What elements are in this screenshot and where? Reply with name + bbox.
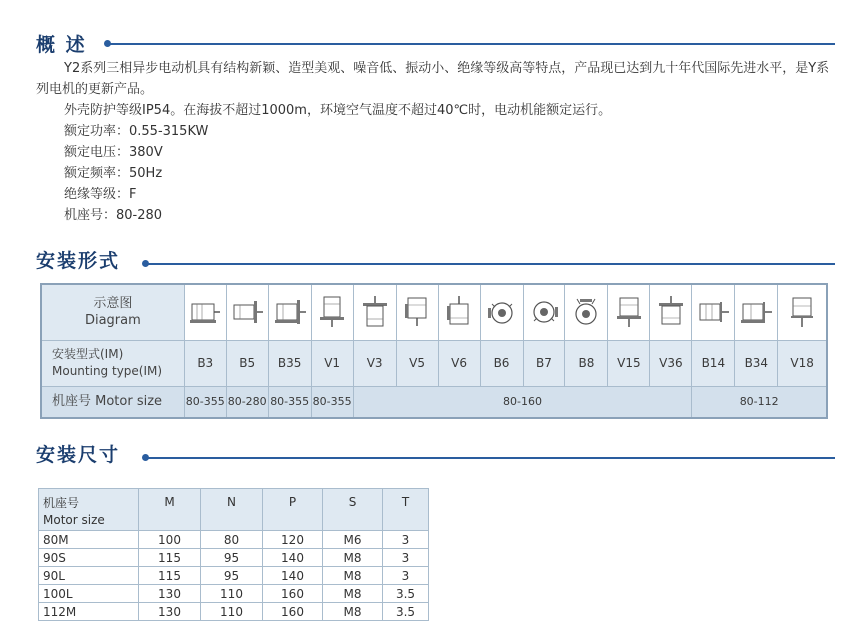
type-v1: V1 (311, 340, 353, 386)
s-cell: M6 (323, 531, 383, 549)
m-cell: 115 (139, 549, 201, 567)
motor-size-cell: 100L (39, 585, 139, 603)
frame-b35: 80-355 (268, 386, 311, 418)
diagram-header-cn: 示意图 (93, 296, 133, 312)
motor-b8-icon (569, 294, 603, 330)
motor-v15-icon (612, 294, 646, 330)
diagram-v6 (438, 284, 480, 340)
column-header-n: N (201, 489, 263, 531)
m-cell: 100 (139, 531, 201, 549)
diagram-b5 (226, 284, 268, 340)
s-cell: M8 (323, 603, 383, 621)
t-cell: 3 (383, 531, 429, 549)
section-title-mounting: 安装形式 (36, 250, 121, 272)
spec-frequency: 额定频率：50Hz (64, 166, 163, 181)
diagram-v18 (778, 284, 827, 340)
m-cell: 130 (139, 585, 201, 603)
spec-power: 额定功率：0.55-315KW (64, 124, 209, 139)
frame-v1: 80-355 (311, 386, 353, 418)
diagram-b34 (735, 284, 778, 340)
n-cell: 95 (201, 567, 263, 585)
diagram-v15 (608, 284, 650, 340)
mounting-table (40, 283, 828, 419)
p-cell: 140 (263, 567, 323, 585)
motor-size-header (39, 489, 139, 531)
type-v3: V3 (353, 340, 396, 386)
section-divider (108, 43, 835, 45)
motor-size-cell: 90L (39, 567, 139, 585)
table-row (39, 585, 429, 603)
diagram-row (41, 284, 827, 340)
diagram-b14 (692, 284, 735, 340)
motor-v3-icon (358, 294, 392, 330)
motor-v5-icon (400, 294, 434, 330)
spec-frame: 机座号：80-280 (64, 208, 163, 223)
motor-size-cell: 90S (39, 549, 139, 567)
s-cell: M8 (323, 549, 383, 567)
motor-v1-icon (315, 294, 349, 330)
diagram-b8 (565, 284, 608, 340)
frame-b5: 80-280 (226, 386, 268, 418)
diagram-b6 (480, 284, 523, 340)
mounting-type-row (41, 340, 827, 386)
column-header-p: P (263, 489, 323, 531)
p-cell: 160 (263, 585, 323, 603)
n-cell: 95 (201, 549, 263, 567)
motor-b6-icon (485, 294, 519, 330)
motor-size-header-en: Motor size (43, 513, 105, 527)
t-cell: 3.5 (383, 585, 429, 603)
section-header-overview (36, 30, 87, 56)
diagram-v5 (396, 284, 438, 340)
motor-v6-icon (442, 294, 476, 330)
s-cell: M8 (323, 585, 383, 603)
motor-b7-icon (527, 294, 561, 330)
mounting-type-header-cn: 安装型式(IM) (52, 347, 124, 361)
diagram-b35 (268, 284, 311, 340)
table-row (39, 567, 429, 585)
overview-paragraph: Y2系列三相异步电动机具有结构新颖、造型美观、噪音低、振动小、绝缘等级高等特点，产品现已达到九十年代国际先进水平，是Y系列电机的更新产品。 (36, 61, 830, 97)
motor-size-cell: 112M (39, 603, 139, 621)
m-cell: 130 (139, 603, 201, 621)
frame-size-header: 机座号 Motor size (41, 386, 184, 418)
type-v18: V18 (778, 340, 827, 386)
p-cell: 140 (263, 549, 323, 567)
section-title-overview: 概 述 (36, 34, 87, 56)
section-divider (146, 263, 835, 265)
type-b7: B7 (523, 340, 565, 386)
type-v15: V15 (608, 340, 650, 386)
frame-v3-to-v36: 80-160 (353, 386, 692, 418)
diagram-b3 (184, 284, 226, 340)
type-b14: B14 (692, 340, 735, 386)
spec-insulation: 绝缘等级：F (64, 187, 137, 202)
column-header-s: S (323, 489, 383, 531)
motor-b5-icon (230, 294, 264, 330)
section-header-dimensions (36, 440, 120, 466)
section-divider-dot (142, 454, 149, 461)
section-divider-dot (104, 40, 111, 47)
s-cell: M8 (323, 567, 383, 585)
p-cell: 120 (263, 531, 323, 549)
n-cell: 110 (201, 603, 263, 621)
frame-b3: 80-355 (184, 386, 226, 418)
diagram-b7 (523, 284, 565, 340)
type-b34: B34 (735, 340, 778, 386)
type-v36: V36 (650, 340, 692, 386)
protection-paragraph: 外壳防护等级IP54。在海拔不超过1000m，环境空气温度不超过40℃时，电动机能额定运行。 (64, 103, 612, 118)
type-b6: B6 (480, 340, 523, 386)
p-cell: 160 (263, 603, 323, 621)
t-cell: 3.5 (383, 603, 429, 621)
motor-size-header-cn: 机座号 (43, 496, 80, 510)
type-b5: B5 (226, 340, 268, 386)
table-row (39, 549, 429, 567)
motor-b34-icon (739, 294, 773, 330)
diagram-header-en: Diagram (84, 313, 141, 329)
diagram-header (41, 284, 184, 340)
dimensions-header-row (39, 489, 429, 531)
mounting-type-header (41, 340, 184, 386)
diagram-v36 (650, 284, 692, 340)
n-cell: 110 (201, 585, 263, 603)
t-cell: 3 (383, 567, 429, 585)
motor-b3-icon (188, 294, 222, 330)
dimensions-table (38, 488, 429, 621)
table-row (39, 603, 429, 621)
column-header-t: T (383, 489, 429, 531)
t-cell: 3 (383, 549, 429, 567)
frame-b14-to-v18: 80-112 (692, 386, 827, 418)
section-title-dimensions: 安装尺寸 (36, 444, 121, 466)
motor-b35-icon (273, 294, 307, 330)
motor-v36-icon (654, 294, 688, 330)
mounting-type-header-en: Mounting type(IM) (52, 364, 163, 378)
motor-v18-icon (785, 294, 819, 330)
frame-size-row (41, 386, 827, 418)
section-divider (146, 457, 835, 459)
motor-size-cell: 80M (39, 531, 139, 549)
n-cell: 80 (201, 531, 263, 549)
type-b35: B35 (268, 340, 311, 386)
diagram-v3 (353, 284, 396, 340)
type-b8: B8 (565, 340, 608, 386)
section-divider-dot (142, 260, 149, 267)
overview-text (36, 58, 832, 226)
diagram-v1 (311, 284, 353, 340)
type-b3: B3 (184, 340, 226, 386)
m-cell: 115 (139, 567, 201, 585)
type-v5: V5 (396, 340, 438, 386)
type-v6: V6 (438, 340, 480, 386)
motor-b14-icon (696, 294, 730, 330)
section-header-mounting (36, 246, 120, 272)
column-header-m: M (139, 489, 201, 531)
table-row (39, 531, 429, 549)
spec-voltage: 额定电压：380V (64, 145, 163, 160)
